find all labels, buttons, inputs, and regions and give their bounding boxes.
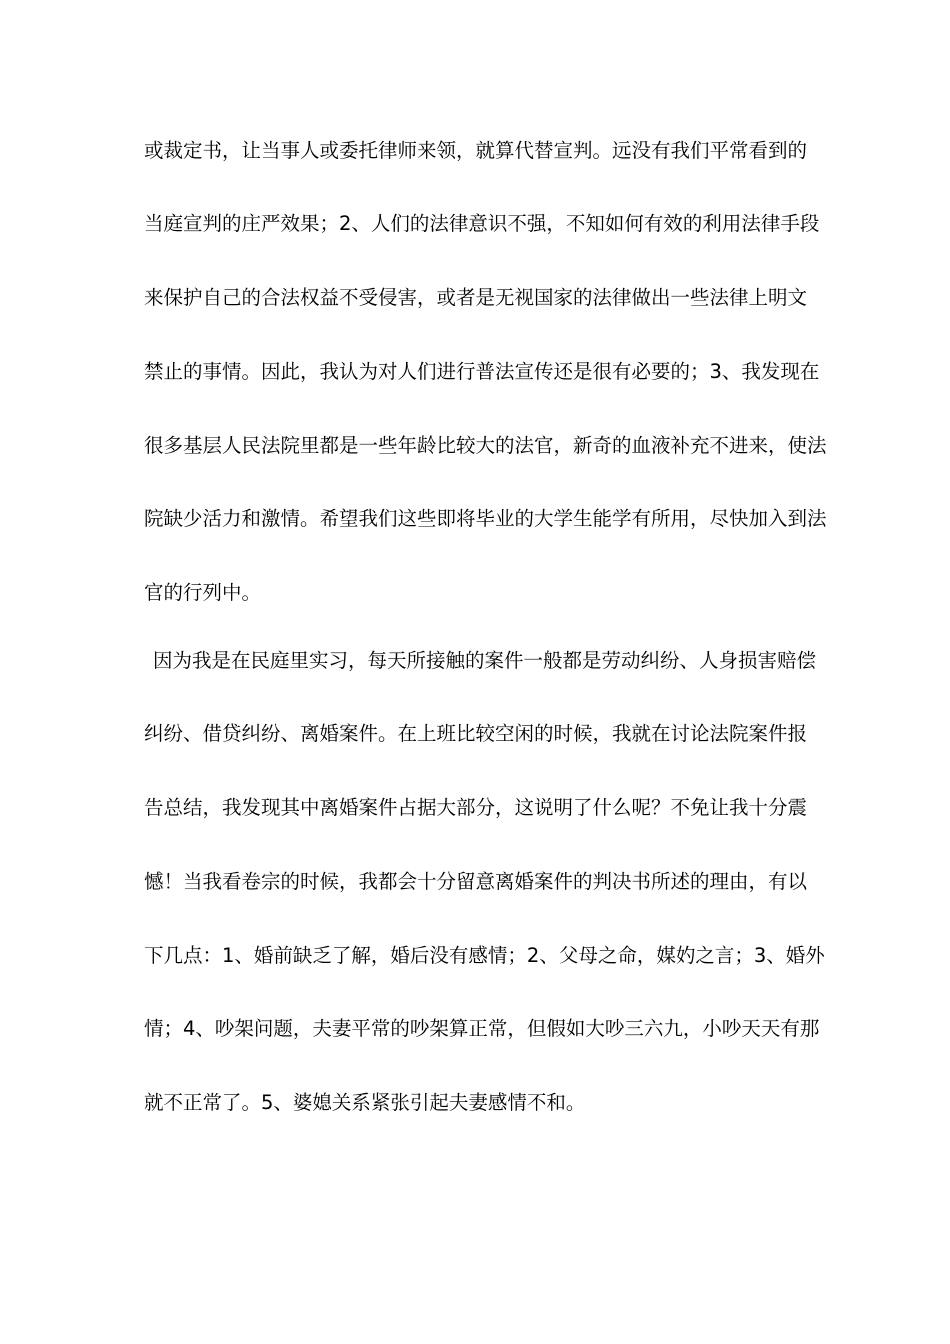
paragraph-line: 因为我是在民庭里实习，每天所接触的案件一般都是劳动纠纷、人身损害赔偿 <box>153 649 817 672</box>
paragraph-line: 当庭宣判的庄严效果；2、人们的法律意识不强，不知如何有效的利用法律手段 <box>144 212 820 235</box>
paragraph-line: 官的行列中。 <box>144 581 262 604</box>
paragraph-line: 情；4、吵架问题，夫妻平常的吵架算正常，但假如大吵三六九，小吵天天有那 <box>144 1017 820 1040</box>
paragraph-line: 很多基层人民法院里都是一些年龄比较大的法官，新奇的血液补充不进来，使法 <box>144 434 827 457</box>
paragraph-line: 禁止的事情。因此，我认为对人们进行普法宣传还是很有必要的；3、我发现在 <box>144 360 820 383</box>
paragraph-line: 来保护自己的合法权益不受侵害，或者是无视国家的法律做出一些法律上明文 <box>144 286 808 309</box>
paragraph-line: 憾！当我看卷宗的时候，我都会十分留意离婚案件的判决书所述的理由，有以 <box>144 870 808 893</box>
paragraph-line: 就不正常了。5、婆媳关系紧张引起夫妻感情不和。 <box>144 1091 586 1114</box>
paragraph-line: 告总结，我发现其中离婚案件占据大部分，这说明了什么呢？不免让我十分震 <box>144 796 808 819</box>
paragraph-line: 或裁定书，让当事人或委托律师来领，就算代替宣判。远没有我们平常看到的 <box>144 139 808 162</box>
paragraph-line: 院缺少活力和激情。希望我们这些即将毕业的大学生能学有所用，尽快加入到法 <box>144 507 827 530</box>
paragraph-line: 下几点：1、婚前缺乏了解，婚后没有感情；2、父母之命，媒妁之言；3、婚外 <box>144 944 825 967</box>
paragraph-line: 纠纷、借贷纠纷、离婚案件。在上班比较空闲的时候，我就在讨论法院案件报 <box>144 722 808 745</box>
